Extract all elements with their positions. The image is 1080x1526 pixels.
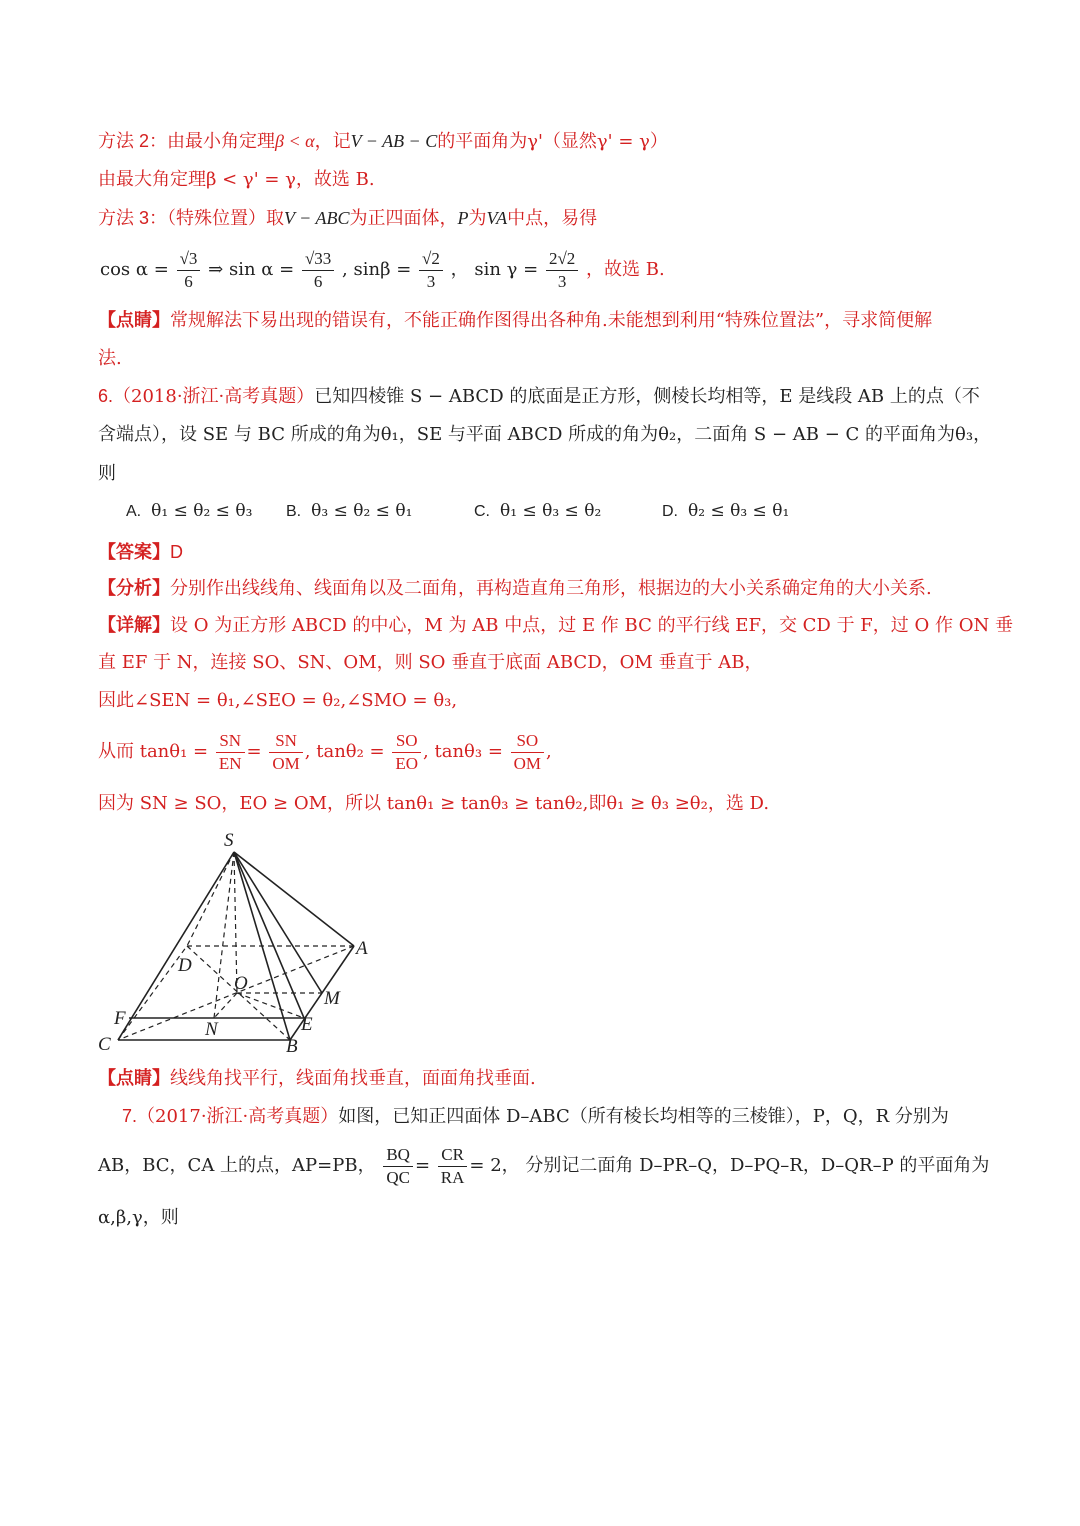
option-d[interactable]: D. θ₂ ≤ θ₃ ≤ θ₁ bbox=[662, 501, 790, 521]
q6-line1: 6.（2018·浙江·高考真题）已知四棱锥 S − ABCD 的底面是正方形，侧棱长均相等，E 是线段 AB 上的点（不 bbox=[98, 386, 980, 407]
q7-source: （2017·浙江·高考真题） bbox=[137, 1106, 339, 1127]
fraction: $\frac{SO}{OM}$ bbox=[511, 730, 544, 775]
fraction: $\frac{SO}{EO}$ bbox=[392, 730, 421, 775]
q6-answer: 【答案】D bbox=[98, 542, 183, 563]
fraction: $\frac{√2}{3}$ bbox=[419, 248, 443, 293]
fraction: $\frac{√3}{6}$ bbox=[177, 248, 201, 293]
q6-comment: 【点睛】线线角找平行，线面角找垂直，面面角找垂面. bbox=[98, 1068, 536, 1089]
q7-line2: AB，BC，CA 上的点，AP=PB， $\frac{BQ}{QC}$ = $\frac{CR}{RA}$ = 2， 分别记二面角 D–PR–Q，D–PQ–R，D–QR–P 的平面角为 bbox=[98, 1144, 990, 1187]
label-b: B bbox=[286, 1036, 298, 1057]
q6-line3: 则 bbox=[98, 463, 116, 484]
method3-formula: cos α = $\frac{√3}{6}$ ⇒ sin α = $\frac{√33}{6}$ , sinβ = $\frac{√2}{3}$ ， sin γ = $\frac{2√2}{3}$ ，故选 B. bbox=[100, 248, 665, 291]
fraction: $\frac{SN}{EN}$ bbox=[216, 730, 245, 775]
method3-line1: 方法 3：（特殊位置）取V − ABC为正四面体，P为VA中点，易得 bbox=[98, 208, 598, 229]
comment1-line2: 法. bbox=[98, 348, 122, 369]
segment-sn bbox=[214, 852, 234, 1018]
q6-detail-line3: 因此∠SEN = θ₁,∠SEO = θ₂,∠SMO = θ₃, bbox=[98, 690, 458, 711]
fraction: $\frac{BQ}{QC}$ bbox=[383, 1144, 413, 1189]
option-b[interactable]: B. θ₃ ≤ θ₂ ≤ θ₁ bbox=[286, 501, 413, 521]
label-s: S bbox=[224, 830, 234, 851]
fraction: $\frac{2√2}{3}$ bbox=[546, 248, 578, 293]
q6-detail-line2: 直 EF 于 N，连接 SO、SN、OM，则 SO 垂直于底面 ABCD，OM 垂直于 AB， bbox=[98, 652, 763, 673]
q6-line2: 含端点），设 SE 与 BC 所成的角为θ₁，SE 与平面 ABCD 所成的角为θ₂，二面角 S − AB − C 的平面角为θ₃， bbox=[98, 424, 992, 445]
pyramid-figure bbox=[92, 826, 392, 1058]
label-n: N bbox=[205, 1019, 218, 1040]
edge-sa bbox=[234, 852, 354, 946]
q7-line3: α,β,γ，则 bbox=[98, 1207, 179, 1228]
label-a: A bbox=[356, 938, 368, 959]
label-m: M bbox=[324, 988, 340, 1009]
method2-label: 方法 2： bbox=[98, 131, 168, 151]
option-c[interactable]: C. θ₁ ≤ θ₃ ≤ θ₂ bbox=[474, 501, 602, 521]
label-e: E bbox=[301, 1014, 313, 1035]
q6-detail-line4: 从而 tanθ₁ = $\frac{SN}{EN}$ = $\frac{SN}{OM}$ , tanθ₂ = $\frac{SO}{EO}$ , tanθ₃ = $\frac{SO}{OM}$ , bbox=[98, 730, 552, 773]
option-a[interactable]: A. θ₁ ≤ θ₂ ≤ θ₃ bbox=[126, 501, 253, 521]
fraction: $\frac{SN}{OM}$ bbox=[269, 730, 302, 775]
edge-sd bbox=[187, 852, 234, 946]
edge-sm bbox=[234, 852, 322, 993]
fraction: $\frac{√33}{6}$ bbox=[302, 248, 334, 293]
q7-line1: 7.（2017·浙江·高考真题）如图，已知正四面体 D–ABC（所有棱长均相等的三棱锥），P，Q，R 分别为 bbox=[122, 1106, 949, 1127]
label-c: C bbox=[98, 1034, 111, 1055]
q6-number: 6. bbox=[98, 386, 114, 406]
q6-source: （2018·浙江·高考真题） bbox=[113, 386, 315, 407]
q6-analysis: 【分析】分别作出线线角、线面角以及二面角，再构造直角三角形，根据边的大小关系确定角的大小关系. bbox=[98, 578, 932, 599]
label-o: O bbox=[234, 973, 248, 994]
q7-number: 7. bbox=[122, 1106, 138, 1126]
comment1-line1: 【点睛】常规解法下易出现的错误有，不能正确作图得出各种角.未能想到利用“特殊位置法”，寻求简便解 bbox=[98, 310, 933, 331]
label-f: F bbox=[114, 1008, 126, 1029]
method2-line2: 由最大角定理β < γ' = γ，故选 B. bbox=[98, 169, 375, 190]
q6-detail-line5: 因为 SN ≥ SO，EO ≥ OM，所以 tanθ₁ ≥ tanθ₃ ≥ tanθ₂,即θ₁ ≥ θ₃ ≥θ₂，选 D. bbox=[98, 793, 770, 814]
method2-line1: 方法 2：由最小角定理β < α，记V − AB − C的平面角为γ'（显然γ' = γ） bbox=[98, 131, 668, 152]
q6-detail-line1: 【详解】设 O 为正方形 ABCD 的中心，M 为 AB 中点，过 E 作 BC 的平行线 EF，交 CD 于 F，过 O 作 ON 垂 bbox=[98, 615, 1013, 636]
segment-so bbox=[234, 852, 237, 993]
fraction: $\frac{CR}{RA}$ bbox=[438, 1144, 468, 1189]
label-d: D bbox=[178, 955, 192, 976]
method3-label: 方法 3： bbox=[98, 208, 168, 228]
segment-oe bbox=[237, 993, 304, 1018]
